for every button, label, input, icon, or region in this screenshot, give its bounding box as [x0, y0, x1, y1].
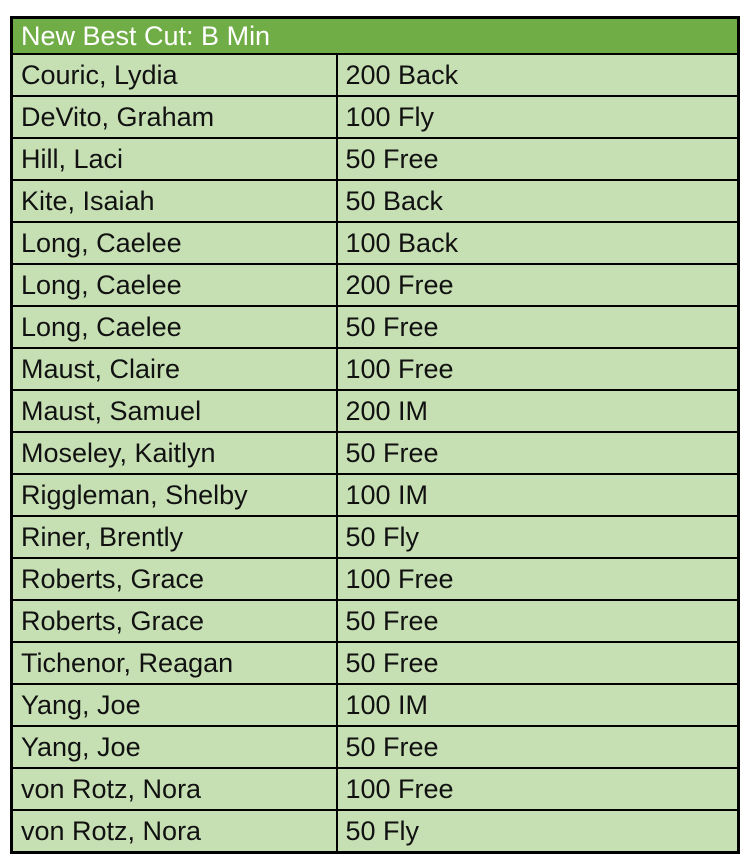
- table-row: [12, 222, 739, 264]
- swimmer-name-cell: Maust, Samuel: [12, 390, 337, 432]
- event-cell: 200 IM: [337, 390, 739, 432]
- event-cell: 100 Free: [337, 348, 739, 390]
- swimmer-name-cell: Roberts, Grace: [12, 558, 337, 600]
- table-row: [12, 54, 739, 96]
- swimmer-name-cell: Yang, Joe: [12, 684, 337, 726]
- event-cell: 50 Free: [337, 726, 739, 768]
- swimmer-name-cell: Couric, Lydia: [12, 54, 337, 96]
- event-cell: 100 Back: [337, 222, 739, 264]
- event-cell: 50 Free: [337, 306, 739, 348]
- swimmer-name-cell: Long, Caelee: [12, 306, 337, 348]
- event-cell: 50 Fly: [337, 810, 739, 853]
- table-row: [12, 768, 739, 810]
- event-cell: 50 Free: [337, 138, 739, 180]
- event-cell: 100 Fly: [337, 96, 739, 138]
- table-row: [12, 180, 739, 222]
- table-body: [12, 54, 739, 853]
- event-cell: 100 Free: [337, 558, 739, 600]
- table-header-row: [12, 18, 739, 55]
- swimmer-name-cell: Riner, Brently: [12, 516, 337, 558]
- swimmer-name-cell: Yang, Joe: [12, 726, 337, 768]
- swimmer-name-cell: von Rotz, Nora: [12, 768, 337, 810]
- table-row: [12, 516, 739, 558]
- swimmer-name-cell: Maust, Claire: [12, 348, 337, 390]
- swimmer-name-cell: Kite, Isaiah: [12, 180, 337, 222]
- event-cell: 50 Free: [337, 600, 739, 642]
- swimmer-name-cell: Hill, Laci: [12, 138, 337, 180]
- table-row: [12, 432, 739, 474]
- best-cut-table: [10, 16, 740, 854]
- event-cell: 100 IM: [337, 474, 739, 516]
- table-row: [12, 96, 739, 138]
- swimmer-name-cell: von Rotz, Nora: [12, 810, 337, 853]
- swimmer-name-cell: Roberts, Grace: [12, 600, 337, 642]
- table-row: [12, 600, 739, 642]
- table-row: [12, 558, 739, 600]
- table-row: [12, 684, 739, 726]
- swimmer-name-cell: Long, Caelee: [12, 264, 337, 306]
- event-cell: 50 Free: [337, 642, 739, 684]
- event-cell: 100 IM: [337, 684, 739, 726]
- swimmer-name-cell: Moseley, Kaitlyn: [12, 432, 337, 474]
- table-row: [12, 390, 739, 432]
- event-cell: 50 Back: [337, 180, 739, 222]
- table-row: [12, 138, 739, 180]
- table-title: New Best Cut: B Min: [12, 18, 739, 55]
- event-cell: 100 Free: [337, 768, 739, 810]
- table-row: [12, 810, 739, 853]
- event-cell: 200 Free: [337, 264, 739, 306]
- event-cell: 50 Free: [337, 432, 739, 474]
- swimmer-name-cell: Tichenor, Reagan: [12, 642, 337, 684]
- event-cell: 200 Back: [337, 54, 739, 96]
- event-cell: 50 Fly: [337, 516, 739, 558]
- swimmer-name-cell: Riggleman, Shelby: [12, 474, 337, 516]
- table-row: [12, 348, 739, 390]
- table-row: [12, 306, 739, 348]
- table-row: [12, 474, 739, 516]
- table-row: [12, 726, 739, 768]
- table-row: [12, 264, 739, 306]
- swimmer-name-cell: Long, Caelee: [12, 222, 337, 264]
- swimmer-name-cell: DeVito, Graham: [12, 96, 337, 138]
- table-row: [12, 642, 739, 684]
